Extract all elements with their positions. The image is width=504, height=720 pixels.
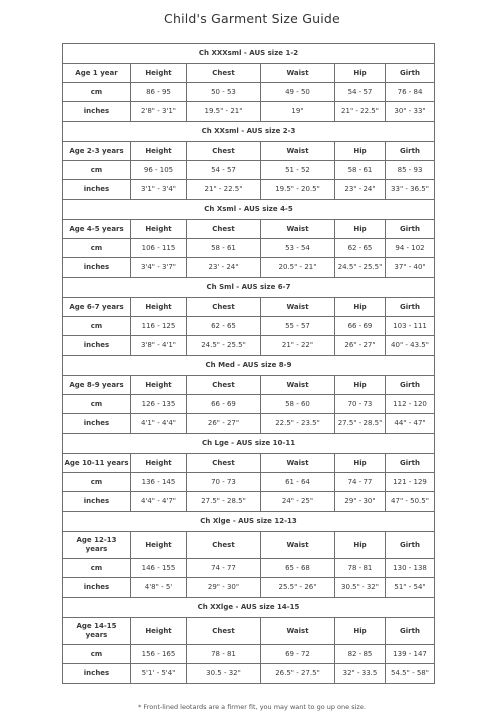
- column-header: Height: [131, 142, 187, 161]
- size-section-header: [63, 434, 435, 454]
- unit-label: inches: [63, 336, 131, 356]
- measurement-value: 30" - 33": [386, 102, 435, 122]
- column-header: Chest: [187, 142, 261, 161]
- unit-label: inches: [63, 414, 131, 434]
- size-section-title: Ch XXsml - AUS size 2-3: [63, 122, 435, 142]
- measurement-row-inches: [63, 180, 435, 200]
- measurement-value: 26" - 27": [335, 336, 386, 356]
- measurement-value: 21" - 22": [261, 336, 335, 356]
- column-header: Hip: [335, 64, 386, 83]
- column-header: Girth: [386, 376, 435, 395]
- measurement-value: 30.5 - 32": [187, 664, 261, 684]
- measurement-value: 5'1' - 5'4": [131, 664, 187, 684]
- measurement-value: 27.5" - 28.5": [187, 492, 261, 512]
- measurement-value: 76 - 84: [386, 83, 435, 102]
- column-header: Height: [131, 532, 187, 559]
- measurement-value: 29" - 30": [335, 492, 386, 512]
- measurement-value: 106 - 115: [131, 239, 187, 258]
- measurement-value: 86 - 95: [131, 83, 187, 102]
- page-title: Child's Garment Size Guide: [164, 11, 340, 26]
- column-header: Chest: [187, 298, 261, 317]
- measurement-value: 49 - 50: [261, 83, 335, 102]
- measurement-value: 32" - 33.5: [335, 664, 386, 684]
- measurement-value: 146 - 155: [131, 559, 187, 578]
- unit-label: cm: [63, 83, 131, 102]
- measurement-value: 33" - 36.5": [386, 180, 435, 200]
- measurement-value: 21" - 22.5": [335, 102, 386, 122]
- measurement-row-cm: [63, 395, 435, 414]
- measurement-value: 4'1" - 4'4": [131, 414, 187, 434]
- column-header-row: [63, 454, 435, 473]
- column-header: Height: [131, 454, 187, 473]
- size-section-header: [63, 122, 435, 142]
- measurement-row-cm: [63, 317, 435, 336]
- column-header: Waist: [261, 142, 335, 161]
- column-header: Waist: [261, 532, 335, 559]
- column-header: Hip: [335, 142, 386, 161]
- column-header-row: [63, 64, 435, 83]
- measurement-row-inches: [63, 492, 435, 512]
- measurement-value: 85 - 93: [386, 161, 435, 180]
- measurement-value: 70 - 73: [187, 473, 261, 492]
- measurement-row-inches: [63, 664, 435, 684]
- measurement-value: 3'8" - 4'1": [131, 336, 187, 356]
- column-header: Hip: [335, 618, 386, 645]
- measurement-row-inches: [63, 102, 435, 122]
- measurement-value: 20.5" - 21": [261, 258, 335, 278]
- measurement-value: 94 - 102: [386, 239, 435, 258]
- size-section-title: Ch XXlge - AUS size 14-15: [63, 598, 435, 618]
- column-header: Waist: [261, 64, 335, 83]
- column-header: Waist: [261, 618, 335, 645]
- age-label: Age 12-13 years: [63, 532, 131, 559]
- measurement-value: 130 - 138: [386, 559, 435, 578]
- size-section-title: Ch Lge - AUS size 10-11: [63, 434, 435, 454]
- measurement-value: 19.5" - 21": [187, 102, 261, 122]
- measurement-value: 54 - 57: [187, 161, 261, 180]
- unit-label: cm: [63, 395, 131, 414]
- measurement-value: 51 - 52: [261, 161, 335, 180]
- column-header-row: [63, 220, 435, 239]
- column-header: Waist: [261, 454, 335, 473]
- size-section-header: [63, 356, 435, 376]
- column-header: Hip: [335, 298, 386, 317]
- column-header: Height: [131, 298, 187, 317]
- measurement-value: 66 - 69: [335, 317, 386, 336]
- column-header: Chest: [187, 618, 261, 645]
- age-label: Age 4-5 years: [63, 220, 131, 239]
- measurement-value: 69 - 72: [261, 645, 335, 664]
- measurement-value: 3'1" - 3'4": [131, 180, 187, 200]
- measurement-value: 24" - 25": [261, 492, 335, 512]
- measurement-row-inches: [63, 336, 435, 356]
- measurement-value: 50 - 53: [187, 83, 261, 102]
- unit-label: inches: [63, 258, 131, 278]
- measurement-value: 51" - 54": [386, 578, 435, 598]
- measurement-value: 24.5" - 25.5": [187, 336, 261, 356]
- measurement-value: 4'8" - 5': [131, 578, 187, 598]
- measurement-row-inches: [63, 578, 435, 598]
- measurement-value: 65 - 68: [261, 559, 335, 578]
- measurement-row-cm: [63, 473, 435, 492]
- measurement-value: 139 - 147: [386, 645, 435, 664]
- age-label: Age 1 year: [63, 64, 131, 83]
- measurement-value: 61 - 64: [261, 473, 335, 492]
- measurement-value: 62 - 65: [335, 239, 386, 258]
- unit-label: inches: [63, 180, 131, 200]
- size-section-title: Ch Med - AUS size 8-9: [63, 356, 435, 376]
- measurement-value: 2'8" - 3'1": [131, 102, 187, 122]
- measurement-row-inches: [63, 258, 435, 278]
- measurement-value: 19": [261, 102, 335, 122]
- age-label: Age 14-15 years: [63, 618, 131, 645]
- measurement-value: 19.5" - 20.5": [261, 180, 335, 200]
- measurement-value: 66 - 69: [187, 395, 261, 414]
- measurement-value: 116 - 125: [131, 317, 187, 336]
- measurement-value: 22.5" - 23.5": [261, 414, 335, 434]
- size-section-title: Ch Xsml - AUS size 4-5: [63, 200, 435, 220]
- unit-label: inches: [63, 492, 131, 512]
- column-header-row: [63, 618, 435, 645]
- column-header: Hip: [335, 220, 386, 239]
- measurement-value: 30.5" - 32": [335, 578, 386, 598]
- column-header: Hip: [335, 532, 386, 559]
- column-header-row: [63, 532, 435, 559]
- measurement-value: 54 - 57: [335, 83, 386, 102]
- size-guide-table: [62, 43, 435, 684]
- measurement-value: 136 - 145: [131, 473, 187, 492]
- size-section-title: Ch Xlge - AUS size 12-13: [63, 512, 435, 532]
- column-header-row: [63, 298, 435, 317]
- measurement-value: 58 - 61: [187, 239, 261, 258]
- measurement-row-cm: [63, 161, 435, 180]
- column-header: Height: [131, 376, 187, 395]
- column-header: Chest: [187, 532, 261, 559]
- measurement-row-cm: [63, 559, 435, 578]
- column-header: Hip: [335, 454, 386, 473]
- column-header-row: [63, 376, 435, 395]
- measurement-value: 23' - 24": [187, 258, 261, 278]
- measurement-value: 26" - 27": [187, 414, 261, 434]
- measurement-value: 27.5" - 28.5": [335, 414, 386, 434]
- measurement-value: 44" - 47": [386, 414, 435, 434]
- measurement-value: 156 - 165: [131, 645, 187, 664]
- measurement-value: 37" - 40": [386, 258, 435, 278]
- size-section-header: [63, 200, 435, 220]
- measurement-value: 54.5" - 58": [386, 664, 435, 684]
- measurement-value: 25.5" - 26": [261, 578, 335, 598]
- unit-label: cm: [63, 645, 131, 664]
- column-header: Girth: [386, 618, 435, 645]
- column-header: Hip: [335, 376, 386, 395]
- column-header: Waist: [261, 298, 335, 317]
- column-header: Girth: [386, 532, 435, 559]
- unit-label: inches: [63, 102, 131, 122]
- measurement-value: 126 - 135: [131, 395, 187, 414]
- column-header: Waist: [261, 220, 335, 239]
- measurement-value: 74 - 77: [187, 559, 261, 578]
- measurement-value: 103 - 111: [386, 317, 435, 336]
- measurement-value: 53 - 54: [261, 239, 335, 258]
- column-header: Height: [131, 618, 187, 645]
- measurement-value: 40" - 43.5": [386, 336, 435, 356]
- measurement-value: 74 - 77: [335, 473, 386, 492]
- column-header-row: [63, 142, 435, 161]
- unit-label: cm: [63, 473, 131, 492]
- measurement-value: 26.5" - 27.5": [261, 664, 335, 684]
- column-header: Girth: [386, 64, 435, 83]
- measurement-row-cm: [63, 239, 435, 258]
- column-header: Chest: [187, 220, 261, 239]
- measurement-row-cm: [63, 645, 435, 664]
- measurement-value: 121 - 129: [386, 473, 435, 492]
- unit-label: cm: [63, 317, 131, 336]
- measurement-value: 78 - 81: [335, 559, 386, 578]
- unit-label: inches: [63, 578, 131, 598]
- column-header: Height: [131, 64, 187, 83]
- measurement-value: 96 - 105: [131, 161, 187, 180]
- column-header: Chest: [187, 64, 261, 83]
- measurement-value: 55 - 57: [261, 317, 335, 336]
- column-header: Girth: [386, 220, 435, 239]
- column-header: Chest: [187, 454, 261, 473]
- measurement-value: 21" - 22.5": [187, 180, 261, 200]
- measurement-value: 47" - 50.5": [386, 492, 435, 512]
- measurement-value: 24.5" - 25.5": [335, 258, 386, 278]
- age-label: Age 2-3 years: [63, 142, 131, 161]
- measurement-row-cm: [63, 83, 435, 102]
- measurement-value: 58 - 60: [261, 395, 335, 414]
- measurement-value: 70 - 73: [335, 395, 386, 414]
- column-header: Chest: [187, 376, 261, 395]
- measurement-value: 3'4" - 3'7": [131, 258, 187, 278]
- age-label: Age 6-7 years: [63, 298, 131, 317]
- measurement-value: 82 - 85: [335, 645, 386, 664]
- column-header: Waist: [261, 376, 335, 395]
- size-section-title: Ch Sml - AUS size 6-7: [63, 278, 435, 298]
- size-section-title: Ch XXXsml - AUS size 1-2: [63, 44, 435, 64]
- age-label: Age 8-9 years: [63, 376, 131, 395]
- column-header: Girth: [386, 454, 435, 473]
- size-section-header: [63, 278, 435, 298]
- measurement-value: 78 - 81: [187, 645, 261, 664]
- measurement-value: 58 - 61: [335, 161, 386, 180]
- unit-label: cm: [63, 161, 131, 180]
- measurement-value: 23" - 24": [335, 180, 386, 200]
- measurement-value: 62 - 65: [187, 317, 261, 336]
- unit-label: inches: [63, 664, 131, 684]
- footnote: * Front-lined leotards are a firmer fit, you may want to go up one size.: [138, 703, 366, 711]
- measurement-row-inches: [63, 414, 435, 434]
- column-header: Height: [131, 220, 187, 239]
- measurement-value: 29" - 30": [187, 578, 261, 598]
- size-section-header: [63, 512, 435, 532]
- measurement-value: 4'4" - 4'7": [131, 492, 187, 512]
- measurement-value: 112 - 120: [386, 395, 435, 414]
- size-section-header: [63, 44, 435, 64]
- size-section-header: [63, 598, 435, 618]
- unit-label: cm: [63, 239, 131, 258]
- column-header: Girth: [386, 298, 435, 317]
- column-header: Girth: [386, 142, 435, 161]
- unit-label: cm: [63, 559, 131, 578]
- age-label: Age 10-11 years: [63, 454, 131, 473]
